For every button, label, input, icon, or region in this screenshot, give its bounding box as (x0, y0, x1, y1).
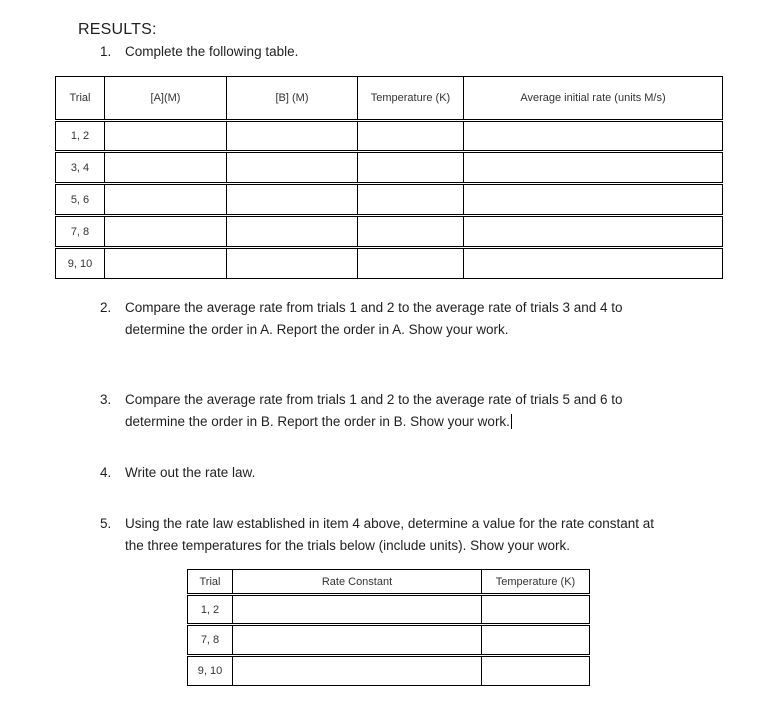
header-temperature: Temperature (K) (482, 570, 590, 595)
rate-constant-cell[interactable] (233, 625, 482, 656)
trial-cell: 9, 10 (56, 248, 105, 279)
table-row (56, 248, 723, 279)
item-3-line-2 (125, 411, 512, 433)
item-2-line-2: determine the order in A. Report the order in A. Show your work. (125, 322, 509, 337)
b-cell[interactable] (227, 152, 358, 184)
rate-cell[interactable] (464, 248, 723, 279)
temperature-cell[interactable] (482, 656, 590, 686)
item-4-text: Write out the rate law. (125, 465, 256, 480)
header-trial: Trial (56, 77, 105, 121)
item-1-number: 1. (100, 44, 112, 59)
trial-cell: 9, 10 (188, 656, 233, 686)
rate-constant-cell[interactable] (233, 656, 482, 686)
item-3-number: 3. (100, 392, 112, 407)
trial-cell: 1, 2 (56, 121, 105, 152)
table-row (56, 152, 723, 184)
rate-cell[interactable] (464, 152, 723, 184)
results-heading: RESULTS: (78, 21, 157, 38)
table-row (56, 121, 723, 152)
rate-constant-cell[interactable] (233, 595, 482, 625)
trial-cell: 7, 8 (56, 216, 105, 248)
item-4-number: 4. (100, 465, 112, 480)
table-row (188, 625, 590, 656)
item-2-line-1: Compare the average rate from trials 1 and 2 to the average rate of trials 3 and 4 to (125, 300, 623, 315)
a-cell[interactable] (105, 121, 227, 152)
temperature-cell[interactable] (358, 121, 464, 152)
temperature-cell[interactable] (358, 216, 464, 248)
results-table (55, 76, 723, 279)
item-3-line-1: Compare the average rate from trials 1 and 2 to the average rate of trials 5 and 6 to (125, 392, 623, 407)
rate-cell[interactable] (464, 216, 723, 248)
item-5-line-2: the three temperatures for the trials below (include units). Show your work. (125, 538, 570, 553)
item-5-line-1: Using the rate law established in item 4 above, determine a value for the rate constant at (125, 516, 655, 531)
text-cursor (511, 414, 512, 429)
trial-cell: 1, 2 (188, 595, 233, 625)
a-cell[interactable] (105, 184, 227, 216)
rate-constant-table (187, 569, 590, 686)
a-cell[interactable] (105, 248, 227, 279)
trial-cell: 5, 6 (56, 184, 105, 216)
table-row (188, 595, 590, 625)
a-cell[interactable] (105, 216, 227, 248)
b-cell[interactable] (227, 121, 358, 152)
temperature-cell[interactable] (358, 248, 464, 279)
header-rate-constant: Rate Constant (233, 570, 482, 595)
b-cell[interactable] (227, 248, 358, 279)
b-cell[interactable] (227, 184, 358, 216)
rate-cell[interactable] (464, 184, 723, 216)
table-row (56, 216, 723, 248)
b-cell[interactable] (227, 216, 358, 248)
header-temperature: Temperature (K) (358, 77, 464, 121)
trial-cell: 7, 8 (188, 625, 233, 656)
item-3-line-2-text: determine the order in B. Report the order in B. Show your work. (125, 414, 510, 429)
header-b-concentration: [B] (M) (227, 77, 358, 121)
temperature-cell[interactable] (482, 625, 590, 656)
temperature-cell[interactable] (482, 595, 590, 625)
temperature-cell[interactable] (358, 184, 464, 216)
header-average-rate: Average initial rate (units M/s) (464, 77, 723, 121)
item-5-number: 5. (100, 516, 112, 531)
rate-constant-table-header (188, 570, 590, 595)
rate-cell[interactable] (464, 121, 723, 152)
item-1-text: Complete the following table. (125, 44, 299, 59)
header-trial: Trial (188, 570, 233, 595)
table-row (56, 184, 723, 216)
temperature-cell[interactable] (358, 152, 464, 184)
results-table-header (56, 77, 723, 121)
table-row (188, 656, 590, 686)
trial-cell: 3, 4 (56, 152, 105, 184)
item-2-number: 2. (100, 300, 112, 315)
a-cell[interactable] (105, 152, 227, 184)
header-a-concentration: [A](M) (105, 77, 227, 121)
